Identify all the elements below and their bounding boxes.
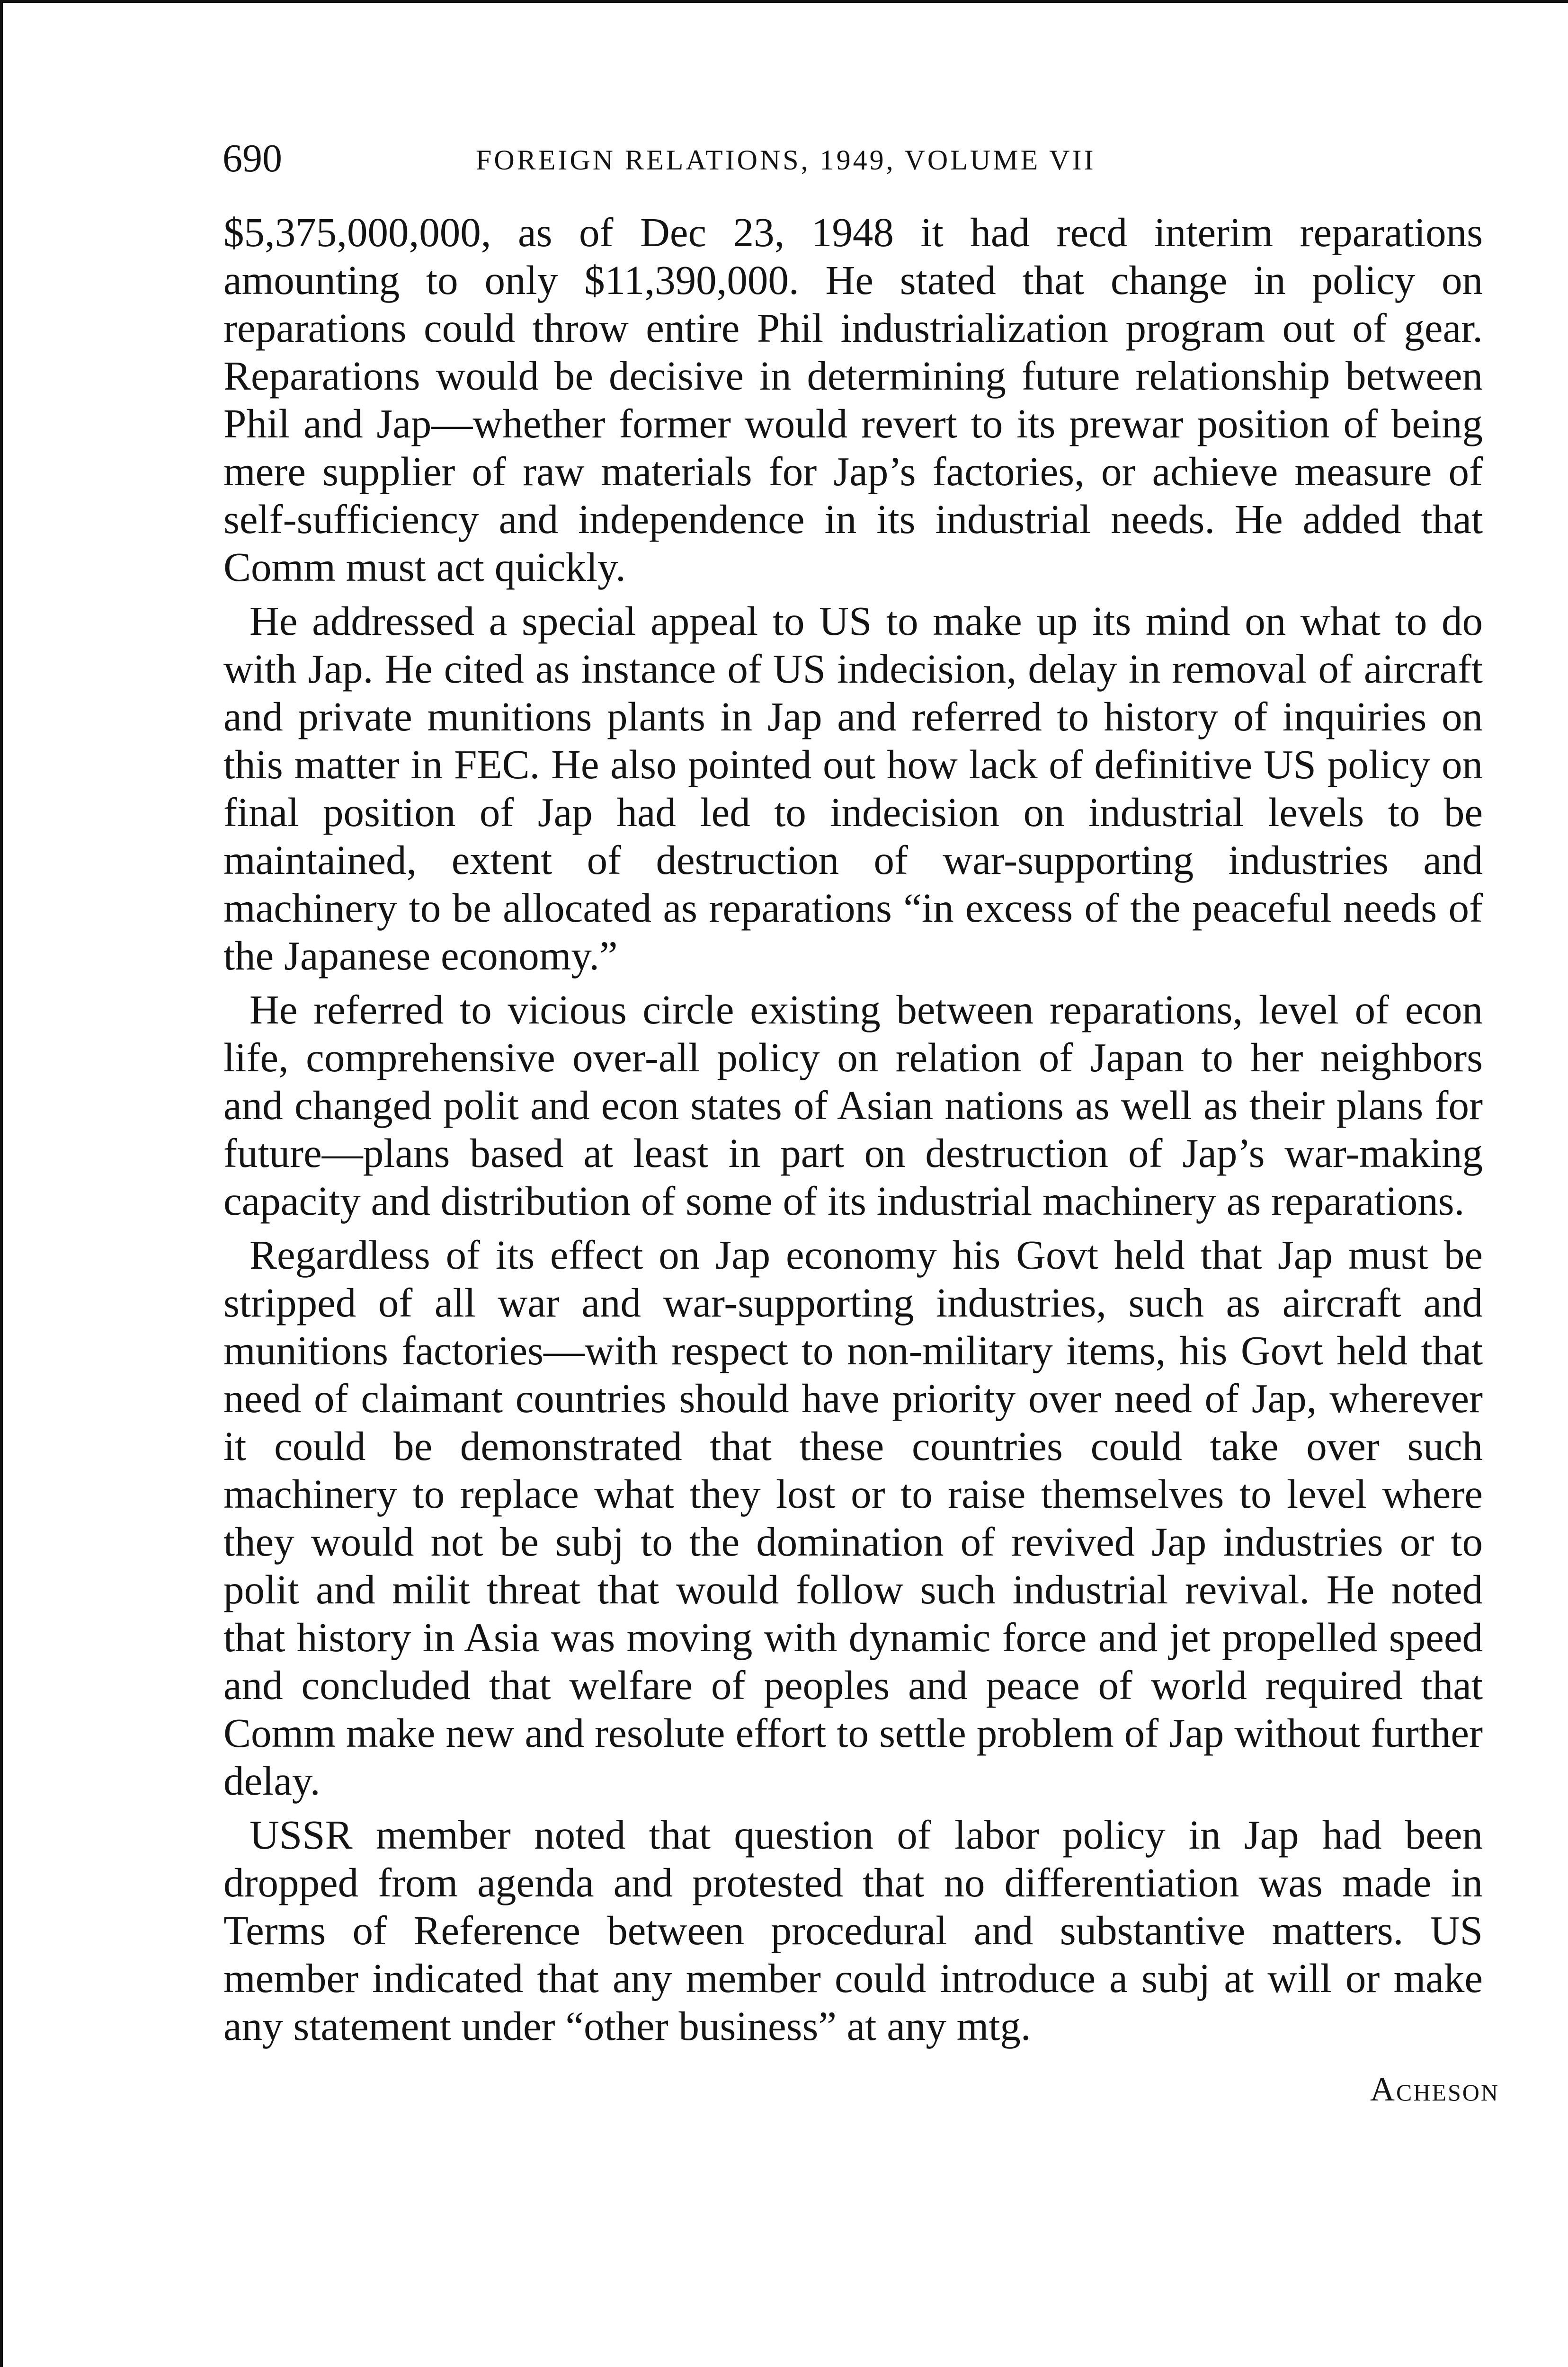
signature: Acheson <box>1370 2070 1499 2108</box>
paragraph: Regardless of its effect on Jap economy his Govt held that Jap must be stripped of all war and war-supporting industries, such as aircraft and munitions factories—with respect to non-military items, his Govt held that need of claimant countries should have priority over need of Jap, wherever it could be demonstrated that these countries could take over such machinery to replace what they lost or to raise themselves to level where they would not be subj to the domination of revived Jap industries or to polit and milit threat that would follow such industrial revival. He noted that history in Asia was moving with dynamic force and jet propelled speed and concluded that welfare of peoples and peace of world required that Comm make new and resolute effort to settle problem of Jap without further delay. <box>223 1232 1483 1804</box>
page-number: 690 <box>223 136 282 180</box>
paragraph: He referred to vicious circle existing between reparations, level of econ life, comprehensive over-all policy on relation of Japan to her neighbors and changed polit and econ states of Asian nations as well as their plans for future—plans based at least in part on destruction of Jap’s war-making capacity and distribution of some of its industrial machinery as reparations. <box>223 987 1483 1224</box>
running-header <box>223 135 1501 182</box>
paragraph: USSR member noted that question of labor policy in Jap had been dropped from agenda and protested that no differentiation was made in Terms of Reference between procedural and substantive matters. US member indicated that any member could introduce a subj at will or make any statement under “other business” at any mtg. <box>223 1812 1483 2049</box>
body-text <box>223 208 1483 2050</box>
paragraph-continuation: $5,375,000,000, as of Dec 23, 1948 it had recd interim reparations amounting to only $11,390,000. He stated that change in policy on reparations could throw entire Phil industrialization program out of gear. Reparations would be decisive in determining future relationship between Phil and Jap—whether former would revert to its prewar position of being mere supplier of raw materials for Jap’s factories, or achieve measure of self-sufficiency and independence in its industrial needs. He added that Comm must act quickly. <box>223 209 1483 590</box>
scan-border-top <box>0 0 1568 3</box>
paragraph: He addressed a special appeal to US to make up its mind on what to do with Jap. He cited as instance of US indecision, delay in removal of aircraft and private munitions plants in Jap and referred to history of inquiries on this matter in FEC. He also pointed out how lack of definitive US policy on final position of Jap had led to indecision on industrial levels to be maintained, extent of destruction of war-supporting industries and machinery to be allocated as reparations “in excess of the peaceful needs of the Japanese economy.” <box>223 598 1483 979</box>
running-title: FOREIGN RELATIONS, 1949, VOLUME VII <box>476 144 1096 176</box>
scan-border-left <box>0 0 3 2367</box>
